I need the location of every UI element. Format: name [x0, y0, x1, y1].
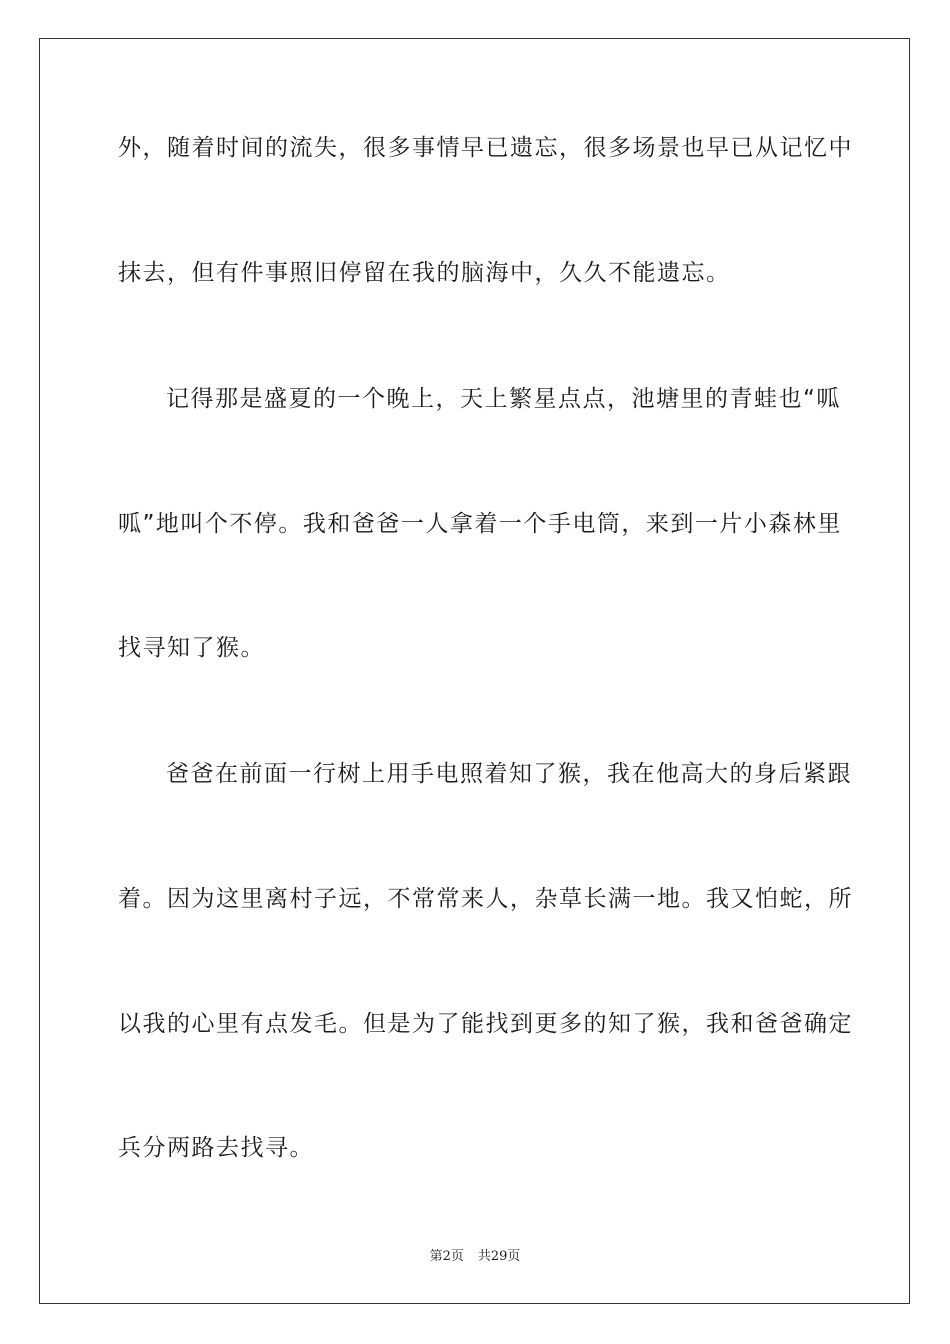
paragraph-line: 找寻知了猴。 [118, 635, 265, 661]
page-footer [0, 1248, 950, 1266]
paragraph-line: 记得那是盛夏的一个晚上，天上繁星点点，池塘里的青蛙也“呱 [166, 386, 841, 412]
page-number: 第2页 [429, 1249, 464, 1264]
paragraph-line: 着。因为这里离村子远，不常常来人，杂草长满一地。我又怕蛇，所 [118, 886, 853, 912]
paragraph-line: 以我的心里有点发毛。但是为了能找到更多的知了猴，我和爸爸确定 [118, 1011, 853, 1037]
paragraph-line: 兵分两路去找寻。 [118, 1135, 314, 1161]
page-border [39, 38, 910, 1304]
paragraph-line: 外，随着时间的流失，很多事情早已遗忘，很多场景也早已从记忆中 [118, 135, 853, 161]
paragraph-line: 爸爸在前面一行树上用手电照着知了猴，我在他高大的身后紧跟 [166, 761, 852, 787]
paragraph-line: 抹去，但有件事照旧停留在我的脑海中，久久不能遗忘。 [118, 260, 731, 286]
paragraph-line: 呱”地叫个不停。我和爸爸一人拿着一个手电筒，来到一片小森林里 [118, 511, 842, 537]
total-pages: 共29页 [477, 1249, 521, 1264]
